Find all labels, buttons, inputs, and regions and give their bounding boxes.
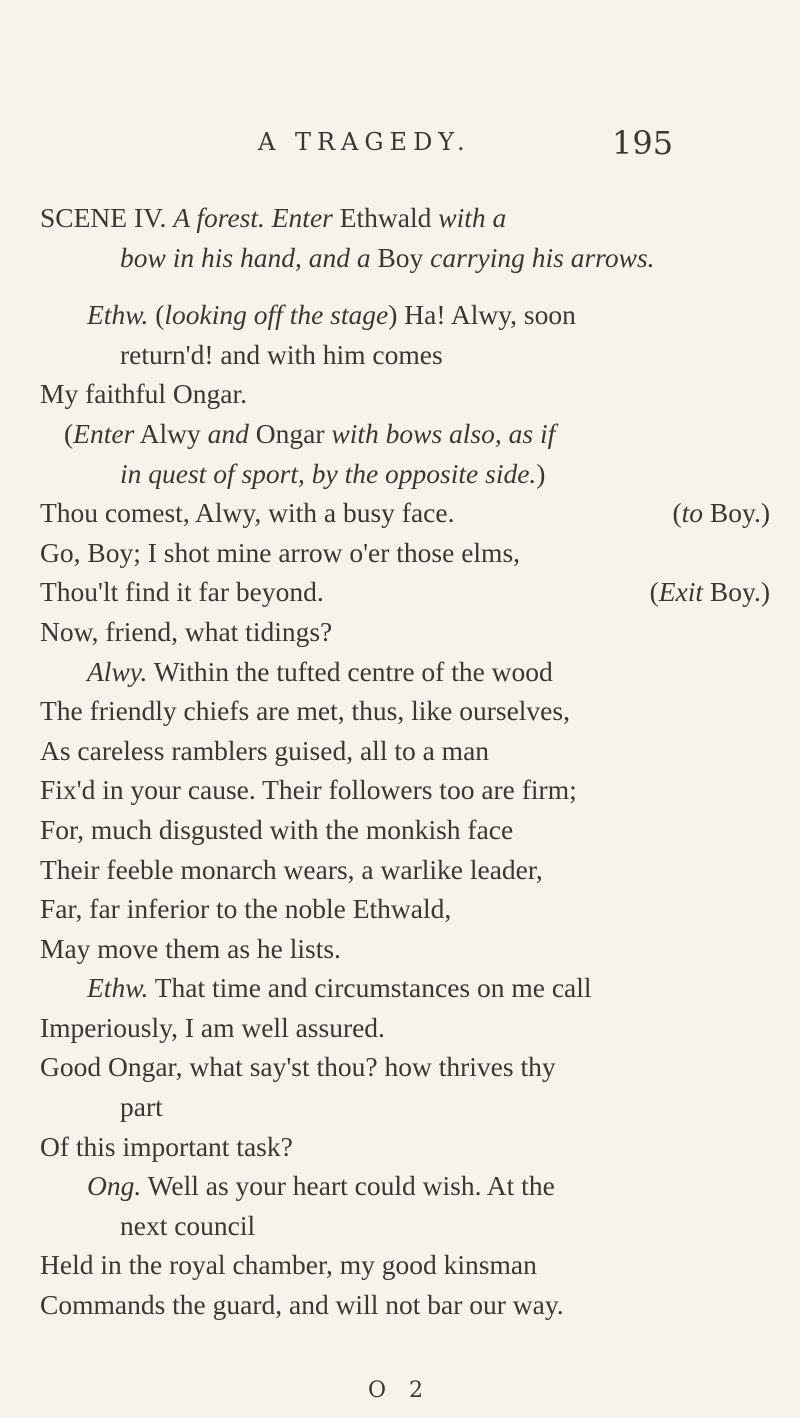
- line-content: [40, 1012, 385, 1043]
- text-segment: Ethw.: [87, 299, 149, 331]
- text-segment: with a: [438, 202, 507, 233]
- text-segment: (: [649, 576, 659, 608]
- line-content: [120, 242, 655, 273]
- text-segment: Now, friend, what tidings?: [40, 615, 333, 647]
- text-segment: ): [536, 457, 546, 489]
- text-line: [40, 850, 770, 890]
- text-segment: Boy.): [703, 497, 770, 529]
- text-line: [40, 335, 770, 375]
- line-content: [87, 299, 576, 330]
- line-content: [40, 537, 520, 568]
- line-content: [40, 202, 506, 233]
- text-line: [40, 1285, 770, 1325]
- line-content: [40, 616, 332, 647]
- text-segment: Ethw.: [87, 972, 149, 1004]
- line-content: [87, 1170, 555, 1201]
- text-line: [40, 968, 770, 1008]
- line-content: [40, 893, 451, 924]
- text-line: [40, 929, 770, 969]
- line-content: [40, 576, 324, 607]
- text-segment: and: [207, 417, 249, 449]
- running-title: A TRAGEDY.: [258, 128, 471, 156]
- play-text: [40, 198, 770, 1325]
- text-line: [40, 652, 770, 692]
- page-header: [0, 124, 800, 168]
- line-content: [40, 774, 577, 805]
- signature-mark: O 2: [368, 1378, 432, 1403]
- text-line: [40, 1087, 770, 1127]
- text-line: [40, 1127, 770, 1167]
- text-segment: As careless ramblers guised, all to a man: [40, 734, 490, 766]
- line-content: [40, 814, 513, 845]
- text-segment: bow in his hand, and a: [120, 241, 371, 273]
- text-segment: Their feeble monarch wears, a warlike leader,: [40, 853, 543, 885]
- text-segment: Boy.): [703, 576, 770, 608]
- text-line: [40, 810, 770, 850]
- text-segment: SCENE IV.: [40, 202, 174, 233]
- text-line: [40, 612, 770, 652]
- text-line: [40, 295, 770, 335]
- text-segment: For, much disgusted with the monkish face: [40, 813, 514, 845]
- text-line: [40, 493, 770, 533]
- text-line: [40, 889, 770, 929]
- page-number: 195: [612, 124, 674, 162]
- line-content: [120, 1210, 255, 1241]
- text-segment: Commands the guard, and will not bar our way.: [40, 1289, 564, 1321]
- line-content: [87, 972, 592, 1003]
- line-content: [40, 1249, 537, 1280]
- text-segment: Held in the royal chamber, my good kinsman: [40, 1249, 537, 1281]
- stage-direction-right: [672, 493, 770, 533]
- text-line: [40, 1008, 770, 1048]
- text-segment: Good Ongar, what say'st thou? how thrives thy: [40, 1051, 556, 1083]
- line-content: [87, 656, 553, 687]
- text-segment: That time and circumstances on me call: [148, 972, 592, 1004]
- text-segment: Alwy.: [87, 655, 148, 687]
- text-segment: return'd! and with him comes: [120, 338, 443, 370]
- text-line: [40, 1166, 770, 1206]
- text-segment: A forest. Enter: [173, 202, 333, 233]
- text-segment: The friendly chiefs are met, thus, like ourselves,: [40, 695, 570, 727]
- text-segment: ) Ha! Alwy, soon: [388, 299, 576, 331]
- text-segment: in quest of sport, by the opposite side.: [120, 457, 537, 489]
- stage-direction: [40, 454, 770, 494]
- text-line: [40, 770, 770, 810]
- text-line: [40, 572, 770, 612]
- text-line: [40, 731, 770, 771]
- text-segment: with bows also, as if: [331, 417, 556, 449]
- text-line: [40, 374, 770, 414]
- line-content: [120, 339, 443, 370]
- text-line: [40, 1245, 770, 1285]
- text-line: [40, 1047, 770, 1087]
- line-content: [40, 933, 341, 964]
- text-line: [40, 198, 770, 238]
- text-segment: Within the tufted centre of the wood: [147, 655, 553, 687]
- text-segment: Fix'd in your cause. Their followers too are firm;: [40, 774, 577, 806]
- text-segment: (: [148, 299, 165, 331]
- text-segment: looking off the stage: [164, 299, 389, 331]
- text-line: [40, 533, 770, 573]
- text-segment: Imperiously, I am well assured.: [40, 1011, 385, 1043]
- text-segment: Enter: [73, 417, 135, 449]
- text-segment: My faithful Ongar.: [40, 378, 247, 410]
- line-content: [40, 497, 454, 528]
- line-content: [120, 1091, 163, 1122]
- line-content: [40, 1131, 293, 1162]
- text-segment: to: [681, 497, 704, 529]
- text-segment: Thou'lt find it far beyond.: [40, 576, 324, 608]
- line-content: [64, 418, 555, 449]
- text-line: [40, 238, 770, 278]
- stage-direction: [40, 414, 770, 454]
- text-segment: Well as your heart could wish. At the: [141, 1170, 555, 1202]
- text-segment: Of this important task?: [40, 1130, 293, 1162]
- text-line: [40, 1206, 770, 1246]
- text-segment: Ongar: [248, 417, 332, 449]
- text-segment: (: [672, 497, 682, 529]
- text-segment: (: [64, 417, 74, 449]
- text-segment: Alwy: [134, 417, 208, 449]
- line-content: [120, 458, 545, 489]
- line-content: [40, 378, 247, 409]
- text-segment: May move them as he lists.: [40, 932, 341, 964]
- text-segment: Thou comest, Alwy, with a busy face.: [40, 497, 455, 529]
- line-content: [40, 854, 543, 885]
- text-segment: Boy: [370, 241, 431, 273]
- text-line: [40, 691, 770, 731]
- text-segment: part: [120, 1091, 163, 1123]
- text-segment: carrying his arrows.: [430, 241, 655, 273]
- text-segment: Ethwald: [332, 202, 439, 233]
- line-content: [40, 695, 570, 726]
- line-content: [40, 1051, 556, 1082]
- stage-direction-right: [650, 572, 770, 612]
- line-content: [40, 735, 489, 766]
- line-content: [40, 1289, 564, 1320]
- text-segment: Exit: [658, 576, 704, 608]
- text-segment: Go, Boy; I shot mine arrow o'er those elms,: [40, 536, 521, 568]
- text-segment: Far, far inferior to the noble Ethwald,: [40, 893, 452, 925]
- text-segment: Ong.: [87, 1170, 142, 1202]
- text-segment: next council: [120, 1209, 256, 1241]
